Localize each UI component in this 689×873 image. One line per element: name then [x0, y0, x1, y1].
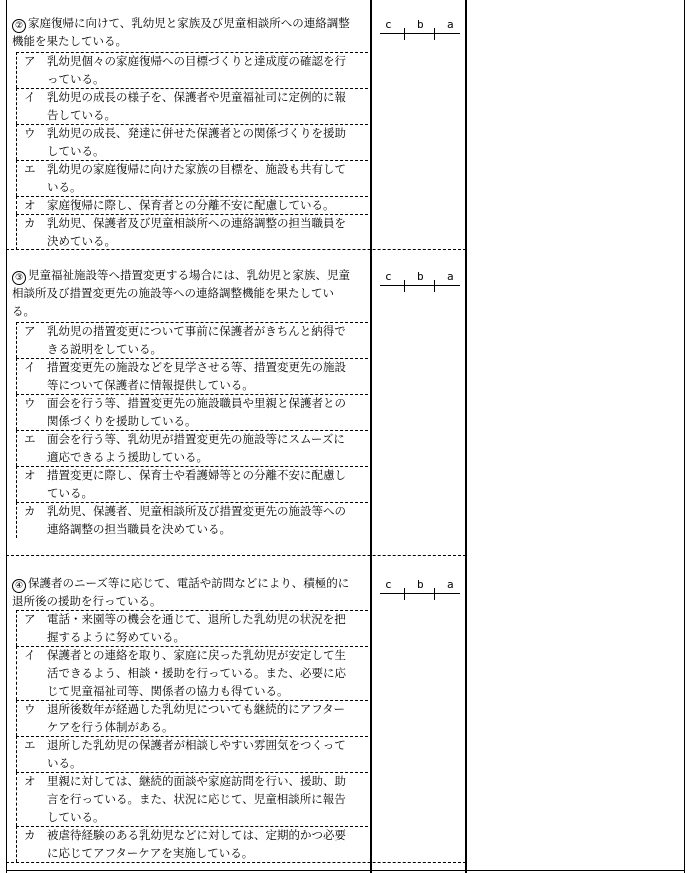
- checklist-item-line: カ 乳幼児、保護者及び児童相談所への連絡調整の担当職員を: [24, 216, 346, 230]
- checklist-item-line: いる。: [24, 180, 82, 194]
- checklist-item-line: エ 退所した乳幼児の保護者が相談しやすい雰囲気をつくって: [24, 738, 346, 752]
- checklist-item-line: 握するように努めている。: [24, 630, 185, 644]
- item-box-left: [16, 502, 17, 538]
- section-title-line: [12, 592, 162, 610]
- section-title-text: 児童福祉施設等へ措置変更する場合には、乳幼児と家族、児童: [28, 268, 350, 282]
- section-title-text: 退所後の援助を行っている。: [12, 594, 162, 608]
- rating-tick: [434, 588, 435, 600]
- checklist-item-line: イ 保護者との連絡を取り、家庭に戻った乳幼児が安定して生: [24, 648, 346, 662]
- rating-label-c: c: [385, 18, 392, 31]
- checklist-item-line: オ 措置変更に際し、保育士や看護婦等との分離不安に配慮し: [24, 468, 346, 482]
- row-separator: [6, 555, 466, 556]
- item-box-left: [16, 826, 17, 862]
- item-box-left: [16, 466, 17, 502]
- checklist-item-line: っている。: [24, 72, 105, 86]
- rating-label-a: a: [447, 18, 454, 31]
- checklist-item-line: いる。: [24, 756, 82, 770]
- checklist-item-line: イ 措置変更先の施設などを見学させる等、措置変更先の施設: [24, 360, 346, 374]
- checklist-item-line: している。: [24, 810, 105, 824]
- checklist-item-line: カ 乳幼児、保護者、児童相談所及び措置変更先の施設等への: [24, 504, 346, 518]
- column-divider-2: [465, 0, 467, 873]
- table-right-border: [684, 0, 685, 873]
- checklist-item-line: ウ 退所後数年が経過した乳幼児についても継続的にアフター: [24, 702, 345, 716]
- checklist-item-line: カ 被虐待経験のある乳幼児などに対しては、定期的かつ必要: [24, 828, 346, 842]
- item-box-left: [16, 772, 17, 826]
- checklist-item-line: 活できるよう、相談・援助を行っている。また、必要に応: [24, 666, 346, 680]
- checklist-item-line: に応じてアフターケアを実施している。: [24, 846, 254, 860]
- rating-scale: [380, 18, 460, 40]
- section-title-text: 保護者のニーズ等に応じて、電話や訪問などにより、積極的に: [28, 576, 350, 590]
- checklist-item-line: ア 乳幼児の措置変更について事前に保護者がきちんと納得で: [24, 324, 346, 338]
- row-separator: [6, 862, 466, 863]
- checklist-item-line: ている。: [24, 486, 93, 500]
- checklist-item-line: ア 電話・来園等の機会を通じて、退所した乳幼児の状況を把: [24, 612, 346, 626]
- checklist-item-line: エ 乳幼児の家庭復帰に向けた家族の目標を、施設も共有して: [24, 162, 346, 176]
- item-box-left: [16, 646, 17, 700]
- rating-label-b: b: [417, 270, 424, 283]
- section-title-text: 相談所及び措置変更先の施設等への連絡調整機能を果たしてい: [12, 286, 334, 300]
- section-title-line: [12, 574, 349, 593]
- checklist-item-line: 連絡調整の担当職員を決めている。: [24, 522, 231, 536]
- rating-baseline: [380, 593, 460, 594]
- column-divider-1: [370, 0, 372, 873]
- section-title-line: [12, 284, 334, 302]
- table-left-border: [6, 0, 7, 873]
- item-box-left: [16, 430, 17, 466]
- item-box-left: [16, 358, 17, 394]
- rating-label-c: c: [385, 578, 392, 591]
- rating-tick: [404, 280, 405, 292]
- item-box-left: [16, 322, 17, 358]
- checklist-item-line: イ 乳幼児の成長の様子を、保護者や児童福祉司に定例的に報: [24, 90, 346, 104]
- section-title-line: [12, 266, 350, 285]
- checklist-item-line: ア 乳幼児個々の家庭復帰への目標づくりと達成度の確認を行: [24, 54, 346, 68]
- checklist-item-line: ウ 面会を行う等、措置変更先の施設職員や里親と保護者との: [24, 396, 346, 410]
- section-title-line: [12, 14, 350, 33]
- item-box-left: [16, 52, 17, 88]
- section-title-line: [12, 302, 35, 320]
- section-number-mark: ④: [12, 579, 26, 593]
- checklist-item-line: オ 里親に対しては、継続的面談や家庭訪問を行い、援助、助: [24, 774, 346, 788]
- rating-tick: [404, 588, 405, 600]
- rating-tick: [404, 28, 405, 40]
- section-title-text: 家庭復帰に向けて、乳幼児と家族及び児童相談所への連絡調整: [28, 16, 350, 30]
- item-box-left: [16, 394, 17, 430]
- checklist-item-line: きる説明をしている。: [24, 342, 162, 356]
- checklist-item-line: オ 家庭復帰に際し、保育者との分離不安に配慮している。: [24, 198, 335, 212]
- item-box-left: [16, 736, 17, 772]
- checklist-item-line: エ 面会を行う等、乳幼児が措置変更先の施設等にスムーズに: [24, 432, 345, 446]
- table-bottom-border: [6, 870, 685, 871]
- item-box-left: [16, 214, 17, 250]
- item-box-left: [16, 160, 17, 196]
- rating-label-b: b: [417, 578, 424, 591]
- checklist-item-line: 関係づくりを援助している。: [24, 414, 197, 428]
- rating-label-c: c: [385, 270, 392, 283]
- checklist-item-line: 適応できるよう援助している。: [24, 450, 208, 464]
- checklist-item-line: している。: [24, 144, 105, 158]
- rating-label-b: b: [417, 18, 424, 31]
- checklist-item-line: 言を行っている。また、状況に応じて、児童相談所に報告: [24, 792, 346, 806]
- checklist-item-line: じて児童福祉司等、関係者の協力も得ている。: [24, 684, 289, 698]
- checklist-item-line: ケアを行う体制がある。: [24, 720, 174, 734]
- checklist-item-line: 決めている。: [24, 234, 116, 248]
- rating-scale: [380, 578, 460, 600]
- rating-baseline: [380, 285, 460, 286]
- checklist-item-line: ウ 乳幼児の成長、発達に併せた保護者との関係づくりを援助: [24, 126, 346, 140]
- rating-scale: [380, 270, 460, 292]
- rating-label-a: a: [447, 578, 454, 591]
- rating-tick: [434, 28, 435, 40]
- rating-label-a: a: [447, 270, 454, 283]
- section-number-mark: ②: [12, 19, 26, 33]
- rating-tick: [434, 280, 435, 292]
- section-title-line: [12, 32, 127, 50]
- item-box-left: [16, 124, 17, 160]
- rating-baseline: [380, 33, 460, 34]
- section-title-text: 機能を果たしている。: [12, 34, 127, 48]
- item-box-left: [16, 88, 17, 124]
- item-box-left: [16, 196, 17, 214]
- item-box-left: [16, 610, 17, 646]
- checklist-item-line: 等について保護者に情報提供している。: [24, 378, 254, 392]
- checklist-item-line: 告している。: [24, 108, 116, 122]
- section-number-mark: ③: [12, 271, 26, 285]
- item-box-left: [16, 700, 17, 736]
- section-title-text: る。: [12, 304, 35, 318]
